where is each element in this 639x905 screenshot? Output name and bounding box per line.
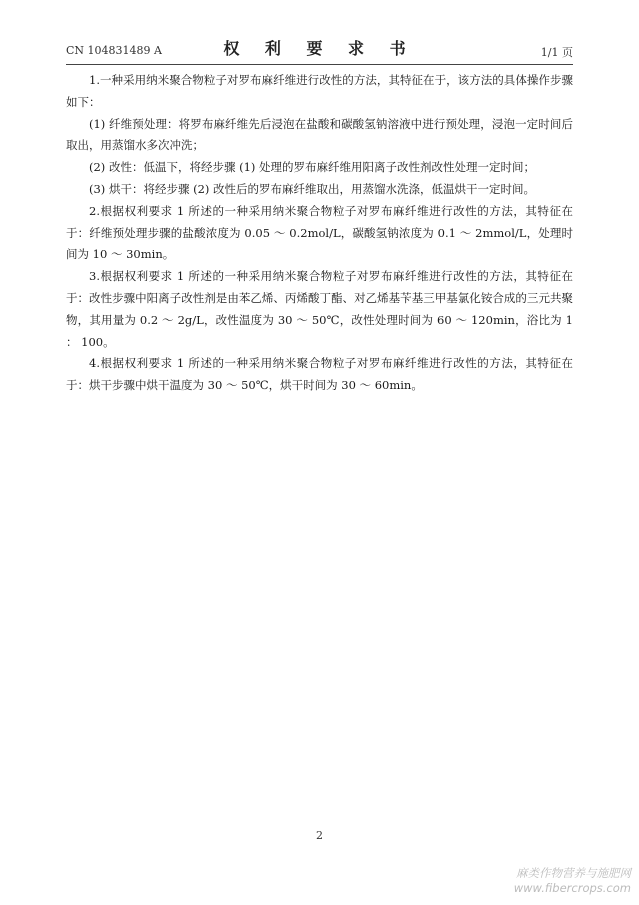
watermark-url: www.fibercrops.com [513,881,631,895]
claim-3: 3.根据权利要求 1 所述的一种采用纳米聚合物粒子对罗布麻纤维进行改性的方法，其特征在于：改性步骤中阳离子改性剂是由苯乙烯、丙烯酸丁酯、对乙烯基苄基三甲基氯化铵合成的三元共聚物，其用量为 0.2 ～ 2g/L，改性温度为 30 ～ 50℃，改性处理时间为 60 ～ 120min，浴比为 1 ： 100。 [66,269,573,349]
watermark-site-name: 麻类作物营养与施肥网 [516,866,631,880]
claims-body [66,70,573,397]
document-title: 权 利 要 求 书 [223,39,416,58]
page-count: 1/1 页 [540,46,573,59]
page-number: 2 [316,829,323,842]
claim-4: 4.根据权利要求 1 所述的一种采用纳米聚合物粒子对罗布麻纤维进行改性的方法，其特征在于：烘干步骤中烘干温度为 30 ～ 50℃，烘干时间为 30 ～ 60min。 [66,356,573,393]
claim-1-step-1: (1) 纤维预处理：将罗布麻纤维先后浸泡在盐酸和碳酸氢钠溶液中进行预处理，浸泡一定时间后取出，用蒸馏水多次冲洗； [66,116,573,153]
claim-2: 2.根据权利要求 1 所述的一种采用纳米聚合物粒子对罗布麻纤维进行改性的方法，其特征在于：纤维预处理步骤的盐酸浓度为 0.05 ～ 0.2mol/L，碳酸氢钠浓度为 0.1 ～ 2mmol/L，处理时间为 10 ～ 30min。 [66,203,573,262]
site-watermark [514,866,631,896]
claim-1-intro: 1.一种采用纳米聚合物粒子对罗布麻纤维进行改性的方法，其特征在于，该方法的具体操作步骤如下： [66,73,573,109]
document-header [66,36,573,65]
claim-1-step-2: (2) 改性：低温下，将经步骤 (1) 处理的罗布麻纤维用阳离子改性剂改性处理一定时间； [89,160,536,175]
claim-1-step-3: (3) 烘干：将经步骤 (2) 改性后的罗布麻纤维取出，用蒸馏水洗涤，低温烘干一定时间。 [89,181,536,196]
patent-number: CN 104831489 A [66,44,162,57]
